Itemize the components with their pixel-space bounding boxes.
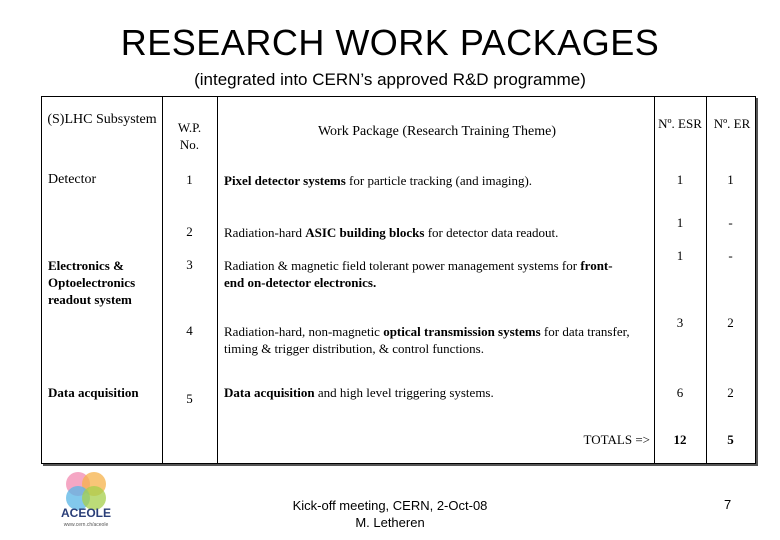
row-3-esr: 1 [676, 248, 684, 263]
col-divider [162, 97, 163, 463]
row-2-er: - [728, 215, 733, 230]
row-1-er: 1 [727, 172, 734, 187]
subsystem-detector: Detector [48, 172, 97, 187]
row-3-wp: 3 [186, 257, 193, 272]
row-1-esr: 1 [676, 172, 684, 187]
header-er: Nº. ER [713, 116, 751, 131]
svg-text:ACEOLE: ACEOLE [60, 506, 112, 520]
totals-er: 5 [727, 432, 734, 447]
row-4-esr: 3 [676, 315, 684, 330]
row-2-wp: 2 [186, 224, 193, 239]
row-2-esr: 1 [676, 215, 684, 230]
row-5-esr: 6 [676, 385, 684, 400]
row-1-wp: 1 [186, 172, 193, 187]
col-divider [706, 97, 707, 463]
footer-meeting: Kick-off meeting, CERN, 2-Oct-08 [292, 498, 488, 513]
work-packages-table [41, 96, 756, 464]
row-4-theme: Radiation-hard, non-magnetic optical transmission systems for data transfer, timing & trigger distribution, & control functions. [224, 324, 630, 356]
header-esr: Nº. ESR [658, 116, 702, 131]
subsystem-electronics: Electronics & Optoelectronics readout system [48, 258, 136, 307]
page-number: 7 [724, 497, 732, 512]
row-2-theme: Radiation-hard ASIC building blocks for detector data readout. [224, 225, 559, 240]
row-3-theme: Radiation & magnetic field tolerant power management systems for front-end on-detector electronics. [224, 258, 613, 290]
row-1-theme: Pixel detector systems for particle tracking (and imaging). [224, 173, 533, 188]
row-5-theme: Data acquisition and high level triggering systems. [224, 385, 494, 400]
row-5-er: 2 [727, 385, 734, 400]
aceole-logo [52, 468, 122, 530]
slide-subtitle: (integrated into CERN’s approved R&D programme) [194, 70, 586, 89]
row-5-wp: 5 [186, 391, 193, 406]
footer [240, 497, 540, 531]
header-subsystem: (S)LHC Subsystem [47, 112, 157, 127]
col-divider [217, 97, 218, 463]
slide-title: RESEARCH WORK PACKAGES [120, 22, 660, 63]
totals-esr: 12 [673, 432, 687, 447]
header-wp: W.P. No. [177, 120, 202, 152]
svg-text:www.cern.ch/aceole: www.cern.ch/aceole [63, 522, 109, 528]
row-3-er: - [728, 248, 733, 263]
header-theme: Work Package (Research Training Theme) [317, 124, 557, 139]
col-divider [654, 97, 655, 463]
subsystem-data-acquisition: Data acquisition [48, 385, 139, 400]
totals-label: TOTALS => [583, 432, 650, 447]
row-4-wp: 4 [186, 323, 193, 338]
footer-author: M. Letheren [355, 515, 425, 530]
row-4-er: 2 [727, 315, 734, 330]
